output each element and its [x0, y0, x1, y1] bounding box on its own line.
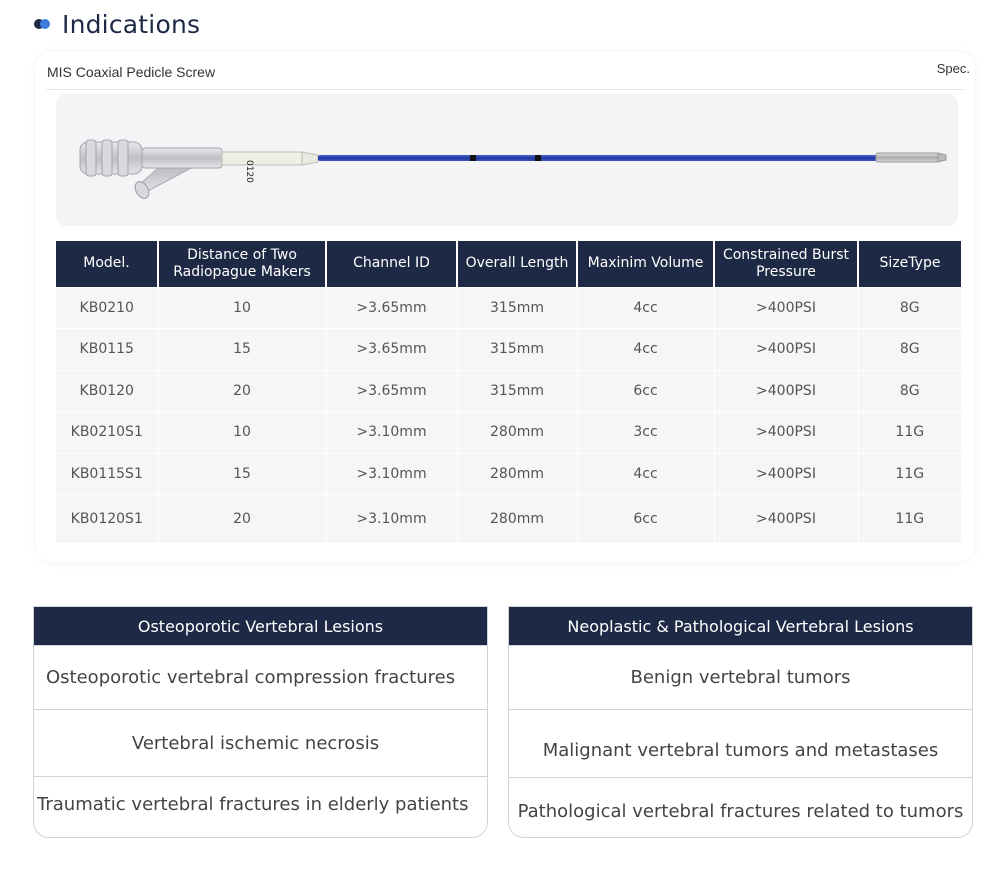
cell-size-type: 8G: [858, 287, 961, 329]
cell-burst-pressure: >400PSI: [714, 495, 858, 543]
list-item: Traumatic vertebral fractures in elderly patients: [34, 776, 487, 836]
osteoporotic-panel-title: Osteoporotic Vertebral Lesions: [34, 607, 487, 645]
cell-burst-pressure: >400PSI: [714, 453, 858, 495]
table-row: [56, 412, 961, 454]
cell-volume: 3cc: [577, 412, 714, 454]
cell-overall-length: 315mm: [457, 287, 577, 329]
shaft-label: 0120: [244, 160, 254, 183]
list-item: Vertebral ischemic necrosis: [34, 709, 487, 776]
screw-tip: [876, 153, 946, 162]
table-row: [56, 287, 961, 329]
cell-size-type: 11G: [858, 495, 961, 543]
col-header-overall-length: Overall Length: [457, 241, 577, 287]
card-divider: [46, 89, 964, 90]
table-header-row: [56, 241, 961, 287]
table-row: [56, 495, 961, 543]
blue-shaft: [318, 155, 878, 161]
product-title: MIS Coaxial Pedicle Screw: [47, 64, 216, 80]
luer-connector: [80, 140, 318, 183]
cell-channel-id: >3.65mm: [326, 370, 457, 412]
cell-channel-id: >3.65mm: [326, 287, 457, 329]
table-row: [56, 329, 961, 371]
cell-volume: 4cc: [577, 287, 714, 329]
section-header: [34, 8, 200, 40]
osteoporotic-panel: [33, 606, 488, 838]
col-header-distance: Distance of Two Radiopague Makers: [158, 241, 326, 287]
cell-overall-length: 315mm: [457, 329, 577, 371]
cell-burst-pressure: >400PSI: [714, 329, 858, 371]
cell-volume: 6cc: [577, 370, 714, 412]
cell-distance: 15: [158, 329, 326, 371]
cell-model: KB0115S1: [56, 453, 158, 495]
radiopaque-marker: [535, 155, 541, 161]
cell-model: KB0120: [56, 370, 158, 412]
col-header-volume: Maxinim Volume: [577, 241, 714, 287]
cell-overall-length: 315mm: [457, 370, 577, 412]
cell-channel-id: >3.65mm: [326, 329, 457, 371]
cell-overall-length: 280mm: [457, 453, 577, 495]
list-item: Osteoporotic vertebral compression fractures: [34, 645, 487, 709]
spec-card: [36, 52, 974, 562]
cell-model: KB0210: [56, 287, 158, 329]
cell-size-type: 8G: [858, 329, 961, 371]
pedicle-screw-illustration: [56, 94, 958, 226]
cell-distance: 10: [158, 412, 326, 454]
cell-size-type: 11G: [858, 412, 961, 454]
cell-model: KB0120S1: [56, 495, 158, 543]
cell-channel-id: >3.10mm: [326, 412, 457, 454]
col-header-burst-pressure: Constrained Burst Pressure: [714, 241, 858, 287]
cell-size-type: 8G: [858, 370, 961, 412]
product-image: [56, 94, 958, 226]
cell-channel-id: >3.10mm: [326, 453, 457, 495]
cell-overall-length: 280mm: [457, 412, 577, 454]
spec-label: Spec.: [936, 61, 970, 76]
col-header-model: Model.: [56, 241, 158, 287]
cell-size-type: 11G: [858, 453, 961, 495]
cell-distance: 20: [158, 495, 326, 543]
radiopaque-marker: [470, 155, 476, 161]
list-item: Pathological vertebral fractures related to tumors: [509, 777, 972, 837]
spec-table: [56, 241, 961, 543]
cell-burst-pressure: >400PSI: [714, 412, 858, 454]
list-item: Malignant vertebral tumors and metastases: [509, 709, 972, 777]
cell-model: KB0210S1: [56, 412, 158, 454]
cell-volume: 6cc: [577, 495, 714, 543]
bullet-dots-icon: [34, 17, 52, 31]
col-header-size-type: SizeType: [858, 241, 961, 287]
cell-burst-pressure: >400PSI: [714, 370, 858, 412]
table-row: [56, 453, 961, 495]
col-header-channel-id: Channel ID: [326, 241, 457, 287]
cell-model: KB0115: [56, 329, 158, 371]
neoplastic-panel-title: Neoplastic & Pathological Vertebral Lesions: [509, 607, 972, 645]
cell-distance: 20: [158, 370, 326, 412]
neoplastic-panel: [508, 606, 973, 838]
cell-distance: 15: [158, 453, 326, 495]
cell-burst-pressure: >400PSI: [714, 287, 858, 329]
cell-volume: 4cc: [577, 329, 714, 371]
cell-volume: 4cc: [577, 453, 714, 495]
cell-distance: 10: [158, 287, 326, 329]
cell-channel-id: >3.10mm: [326, 495, 457, 543]
section-title: Indications: [62, 9, 201, 39]
cell-overall-length: 280mm: [457, 495, 577, 543]
table-row: [56, 370, 961, 412]
list-item: Benign vertebral tumors: [509, 645, 972, 709]
